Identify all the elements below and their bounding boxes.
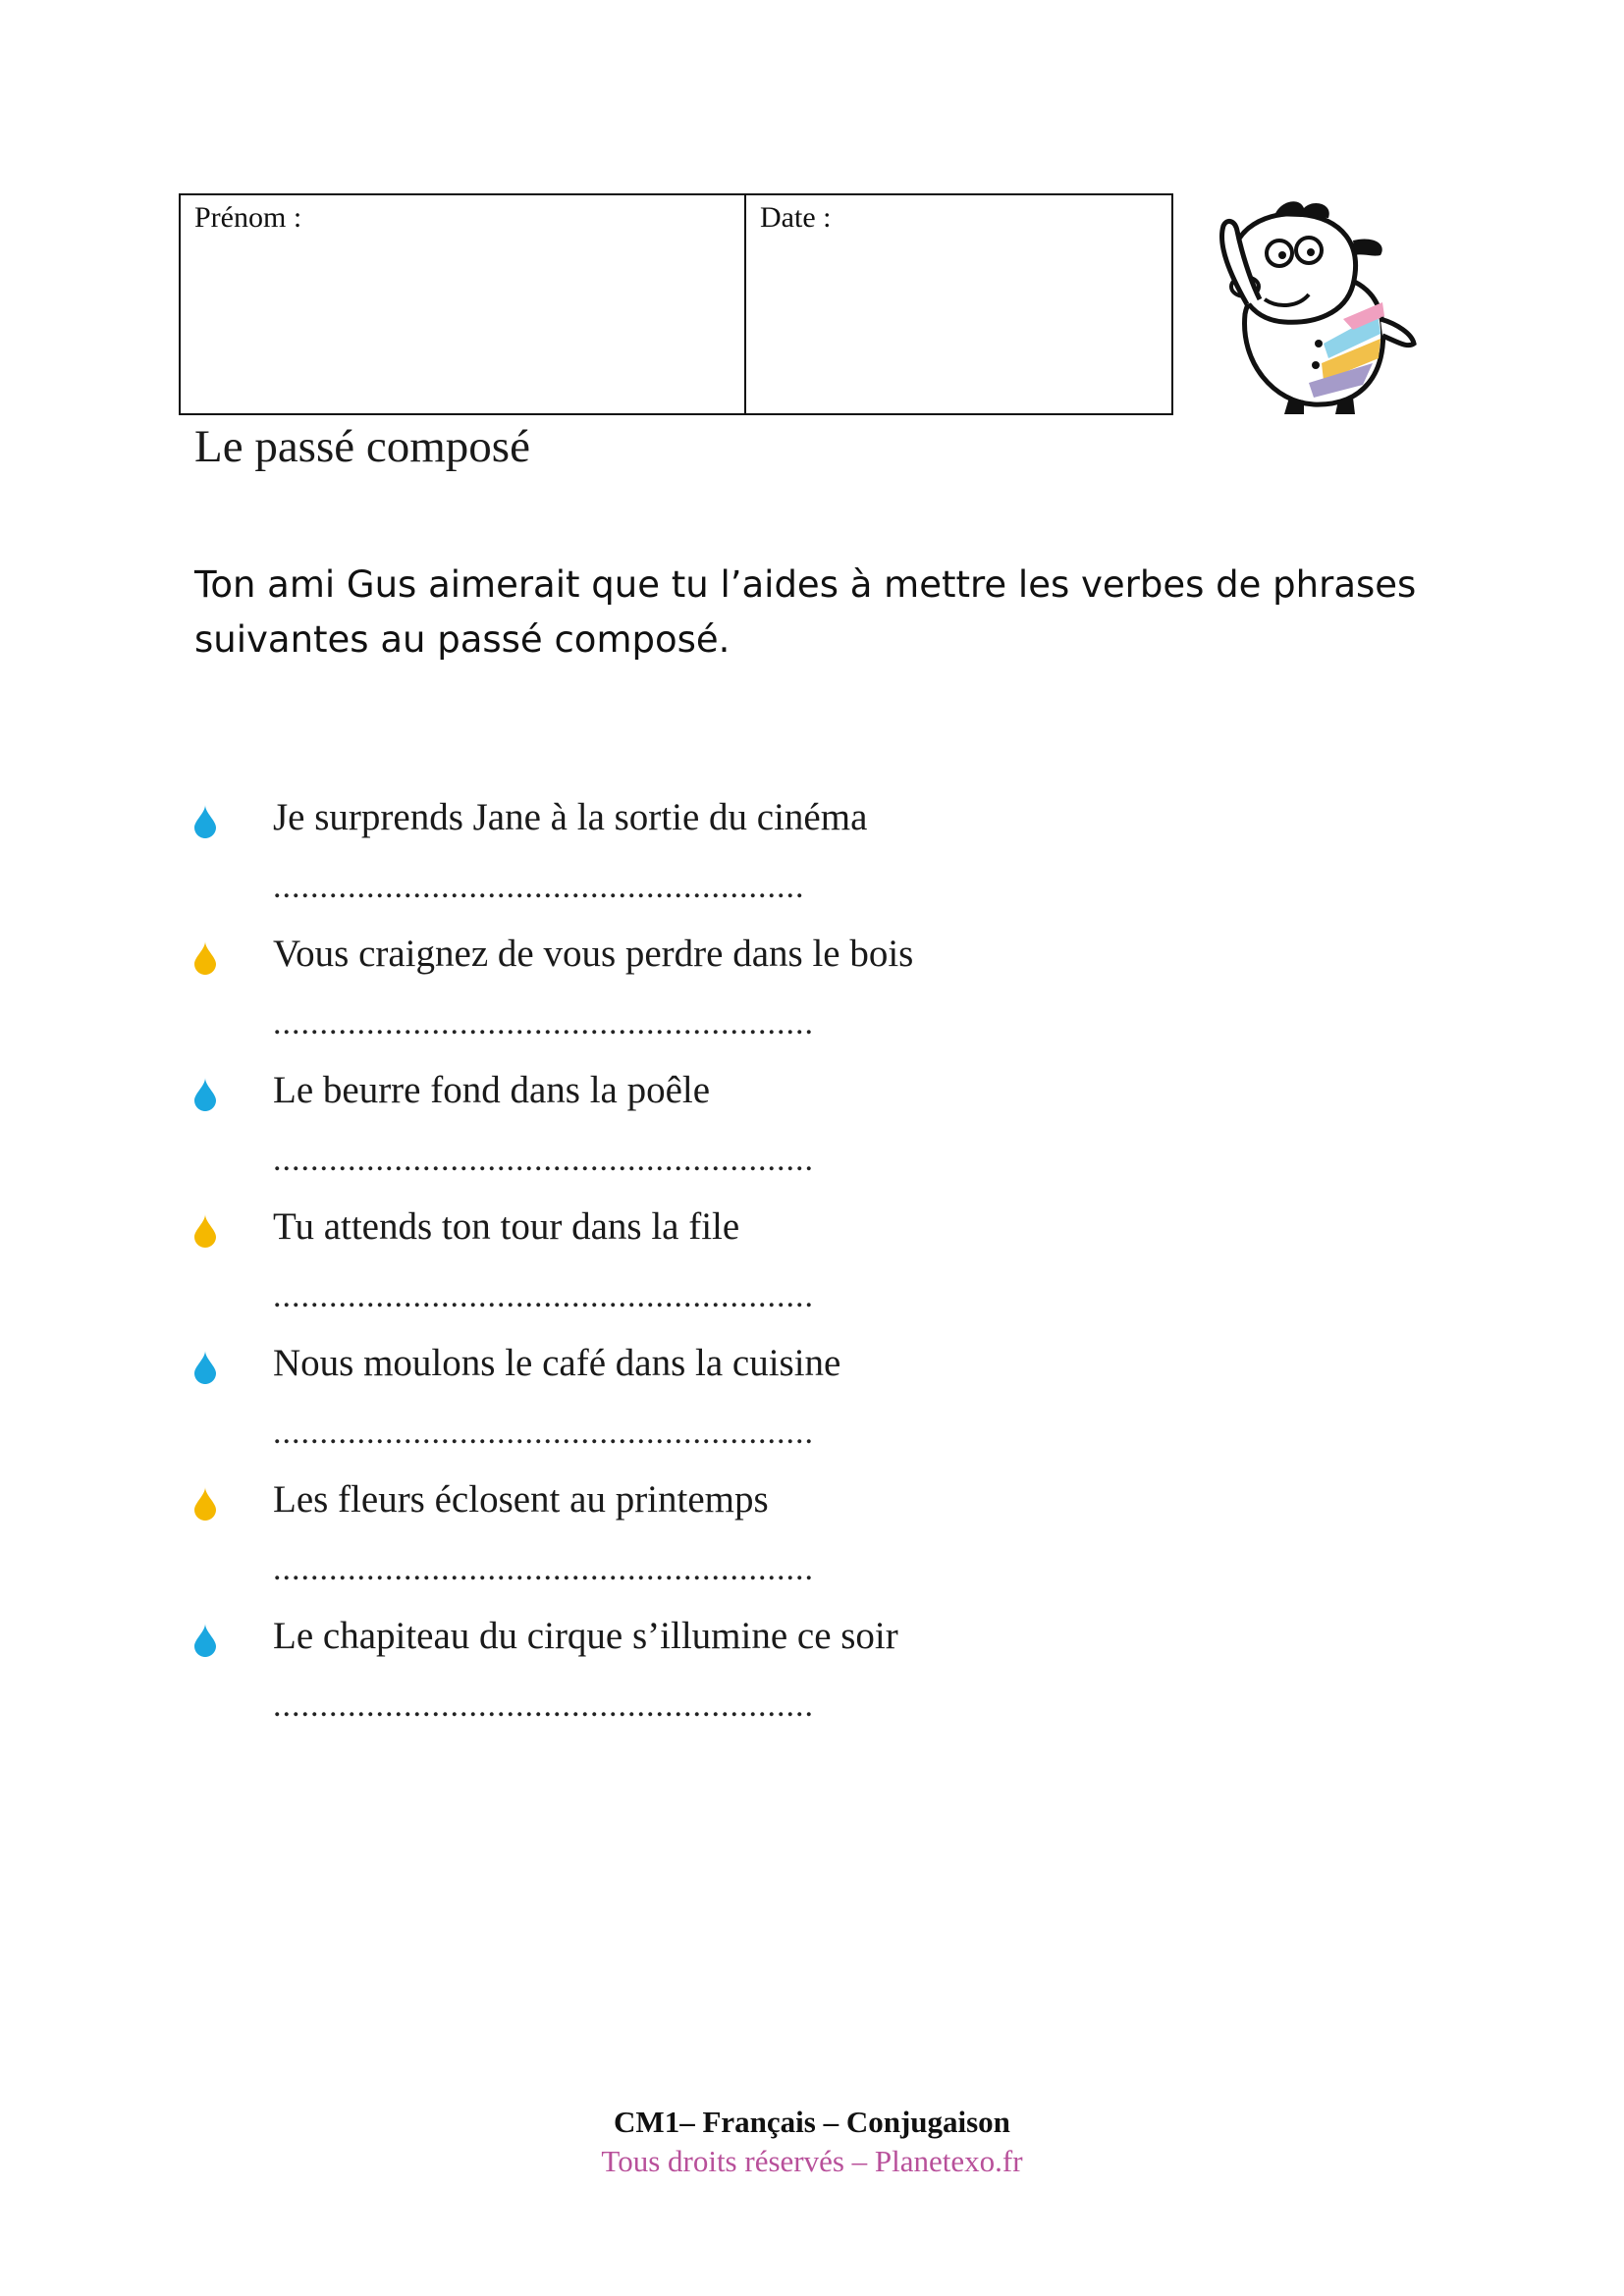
list-item: [192, 930, 1272, 1066]
worksheet-title: Le passé composé: [194, 421, 530, 472]
drop-bullet-icon: [192, 1624, 218, 1657]
drop-bullet-icon: [192, 1487, 218, 1521]
footer-course-label: CM1– Français – Conjugaison: [614, 2105, 1010, 2139]
mascot-gus-icon: [1206, 196, 1422, 417]
name-label: Prénom :: [194, 201, 302, 234]
list-item: [192, 1612, 1272, 1748]
exercise-sentence: Vous craignez de vous perdre dans le bois: [273, 933, 914, 975]
student-info-box: [179, 193, 1173, 415]
footer-copyright: Tous droits réservés – Planetexo.fr: [601, 2144, 1023, 2178]
answer-field[interactable]: ..........................................................: [273, 1415, 814, 1451]
answer-field[interactable]: .........................................................: [273, 869, 805, 905]
date-label: Date :: [760, 201, 832, 234]
list-item: [192, 1202, 1272, 1339]
drop-bullet-icon: [192, 805, 218, 838]
name-field[interactable]: [181, 195, 746, 413]
exercise-sentence: Les fleurs éclosent au printemps: [273, 1478, 769, 1521]
exercise-sentence: Le beurre fond dans la poêle: [273, 1069, 711, 1111]
instruction-text: Ton ami Gus aimerait que tu l’aides à mettre les verbes de phrases suivantes au passé composé.: [194, 563, 1417, 661]
drop-bullet-icon: [192, 1078, 218, 1111]
drop-bullet-icon: [192, 941, 218, 975]
exercise-sentence: Tu attends ton tour dans la file: [273, 1205, 740, 1248]
exercise-sentence: Je surprends Jane à la sortie du cinéma: [273, 796, 868, 838]
exercise-list: [192, 793, 1272, 1748]
drop-bullet-icon: [192, 1214, 218, 1248]
exercise-sentence: Le chapiteau du cirque s’illumine ce soir: [273, 1615, 898, 1657]
date-field[interactable]: [746, 195, 1171, 413]
list-item: [192, 793, 1272, 930]
list-item: [192, 1339, 1272, 1475]
answer-field[interactable]: ..........................................................: [273, 1142, 814, 1178]
list-item: [192, 1475, 1272, 1612]
drop-bullet-icon: [192, 1351, 218, 1384]
exercise-sentence: Nous moulons le café dans la cuisine: [273, 1342, 841, 1384]
answer-field[interactable]: ..........................................................: [273, 1687, 814, 1724]
answer-field[interactable]: ..........................................................: [273, 1278, 814, 1314]
answer-field[interactable]: ..........................................................: [273, 1551, 814, 1587]
list-item: [192, 1066, 1272, 1202]
answer-field[interactable]: ..........................................................: [273, 1005, 814, 1041]
